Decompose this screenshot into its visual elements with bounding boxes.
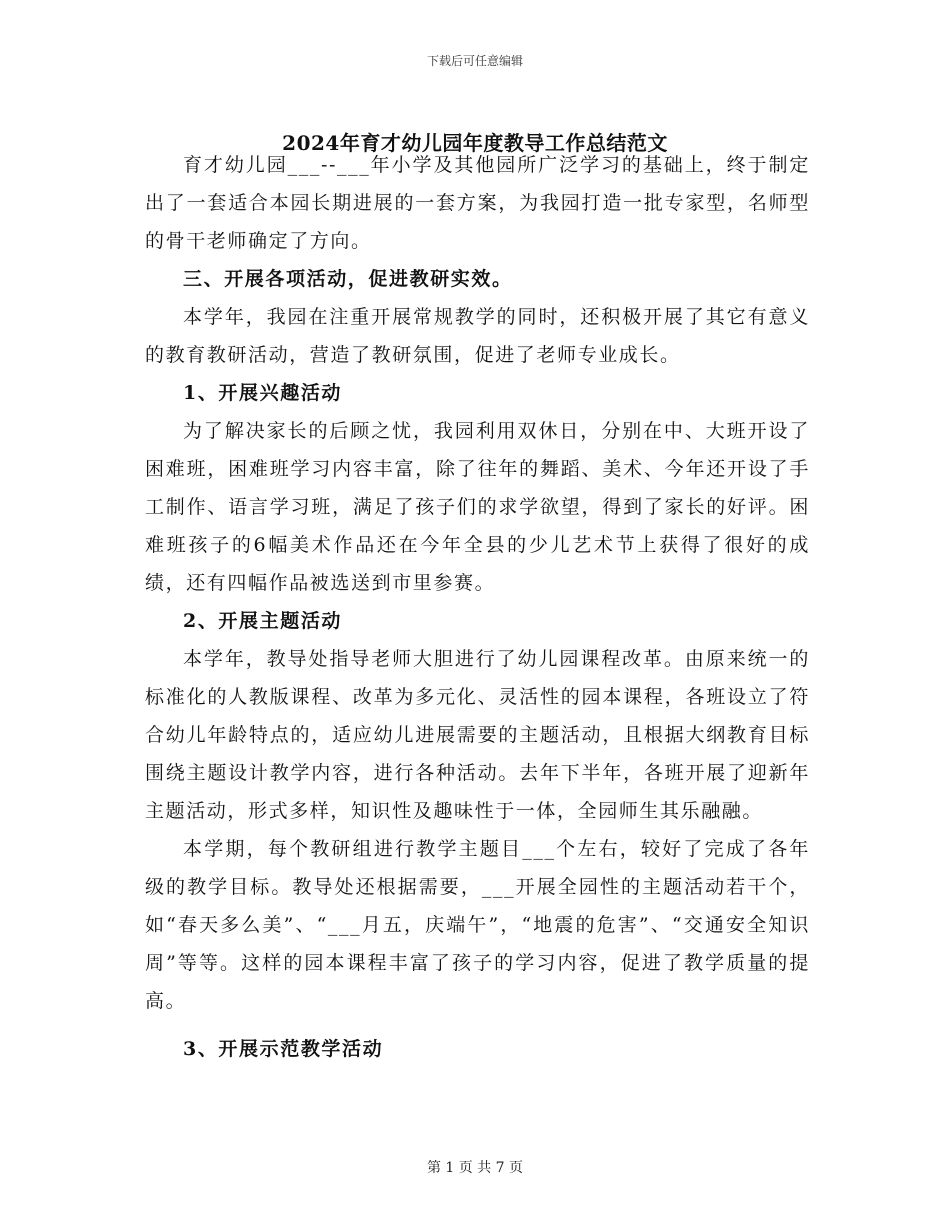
subsection-1-paragraph: 为了解决家长的后顾之忧，我园利用双休日，分别在中、大班开设了困难班，困难班学习内容丰富，除了往年的舞蹈、美术、今年还开设了手工制作、语言学习班，满足了孩子们的求学欲望，得到了家长的好评。困难班孩子的6幅美术作品还在今年全县的少儿艺术节上获得了很好的成绩，还有四幅作品被选送到市里参赛。 (145, 420, 810, 594)
page-number-footer: 第 1 页 共 7 页 (426, 1160, 524, 1176)
subsection-1-heading: 1、开展兴趣活动 (183, 382, 343, 404)
subsection-3-heading: 3、开展示范教学活动 (183, 1038, 384, 1060)
document-body (145, 146, 810, 1068)
page-header-note: 下载后可任意编辑 (426, 54, 523, 68)
subsection-2-paragraph-2: 本学期，每个教研组进行教学主题目___个左右，较好了完成了各年级的教学目标。教导处还根据需要，___开展全园性的主题活动若干个，如“春天多么美”、“___月五，庆端午”，“地震的危害”、“交通安全知识周”等等。这样的园本课程丰富了孩子的学习内容，促进了教学质量的提高。 (145, 838, 810, 1012)
section-3-paragraph: 本学年，我园在注重开展常规教学的同时，还积极开展了其它有意义的教育教研活动，营造了教研氛围，促进了老师专业成长。 (145, 306, 810, 366)
section-3-heading: 三、开展各项活动，促进教研实效。 (183, 268, 513, 290)
subsection-2-heading: 2、开展主题活动 (183, 610, 343, 632)
subsection-2-paragraph-1: 本学年，教导处指导老师大胆进行了幼儿园课程改革。由原来统一的标准化的人教版课程、改革为多元化、灵活性的园本课程，各班设立了符合幼儿年龄特点的，适应幼儿进展需要的主题活动，且根据大纲教育目标围绕主题设计教学内容，进行各种活动。去年下半年，各班开展了迎新年主题活动，形式多样，知识性及趣味性于一体，全园师生其乐融融。 (145, 648, 810, 822)
document-title: 2024年育才幼儿园年度教导工作总结范文 (282, 131, 668, 156)
intro-paragraph: 育才幼儿园___--___年小学及其他园所广泛学习的基础上，终于制定出了一套适合本园长期进展的一套方案，为我园打造一批专家型，名师型的骨干老师确定了方向。 (145, 154, 810, 252)
